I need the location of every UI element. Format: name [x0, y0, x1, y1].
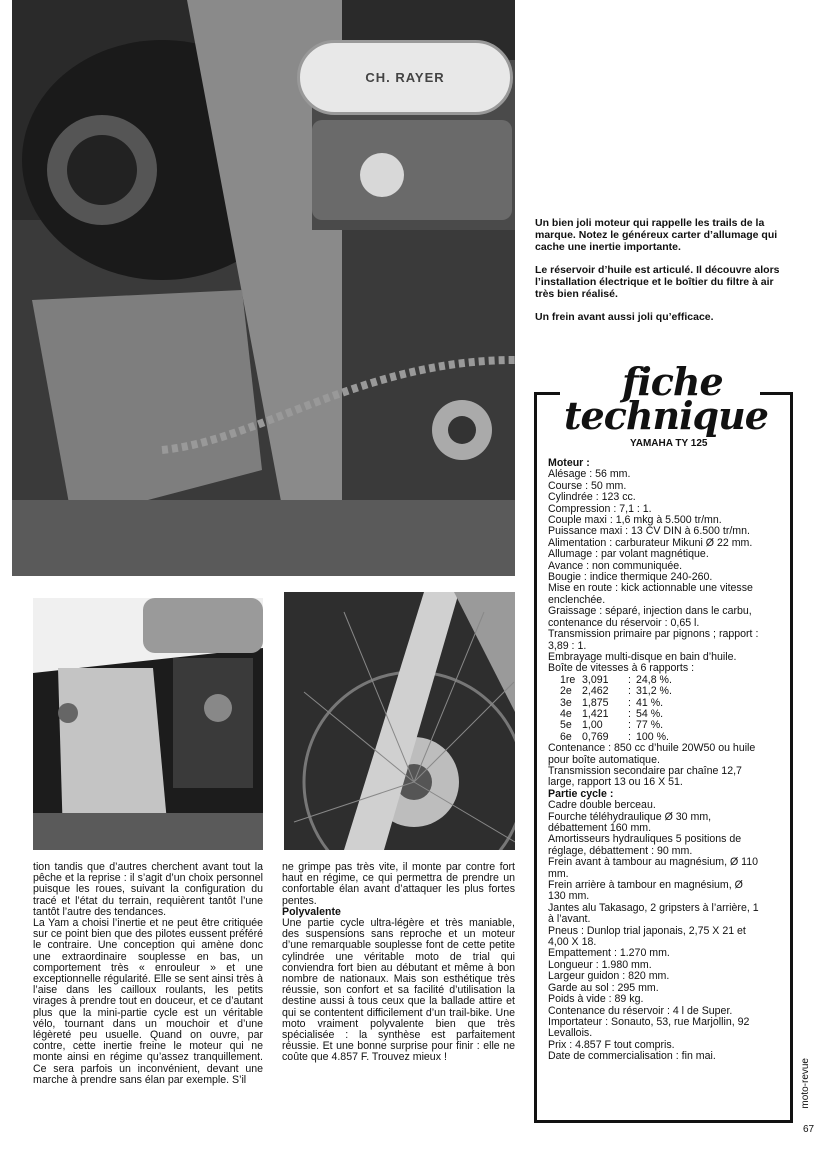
- tank-logo: [297, 40, 513, 115]
- gear-percent: 77 %.: [636, 719, 664, 732]
- spec-line: Mise en route : kick actionnable une vitesse enclenchée.: [548, 582, 753, 606]
- tank-text: CH. RAYER: [365, 70, 445, 85]
- paragraph: La Yam a choisi l’inertie et ne peut être critiquée sur ce point bien que des pilotes eussent préféré le contraire. Une conception qui amène donc une extraordinaire souplesse en bas, un comportement très « enrouleur » et une exceptionnelle régularité. Elle se sent ainsi très à l’aise dans les cailloux roulants, les petits virages à prendre tout en douceur, et ce d’autant plus que la mini-partie cycle est un véritable vélo, tournant dans un mouchoir et d’une légèreté peu usuelle. Quand on ouvre, par contre, cette inertie freine le moteur qui ne monte ainsi en régime qu’assez tranquillement. Ce sera parfois un inconvénient, devant une marche à prendre sans élan par exemple. S’il: [33, 917, 263, 1086]
- spec-line: Course : 50 mm.: [548, 479, 627, 492]
- spec-line: Frein arrière à tambour en magnésium, Ø 130 mm.: [548, 879, 743, 903]
- spec-line: Compression : 7,1 : 1.: [548, 502, 652, 515]
- gear-percent: 100 %.: [636, 730, 669, 743]
- article-column-2: [282, 862, 515, 1064]
- spec-line: Cadre double berceau.: [548, 799, 656, 812]
- gear-ratios: [560, 675, 762, 743]
- gear-ratio: 1,00: [582, 719, 603, 732]
- cycle-lines: [548, 800, 762, 1062]
- moteur-lines: [548, 469, 762, 674]
- title-line-1: fiche: [622, 359, 723, 404]
- spec-line: Embrayage multi-disque en bain d’huile.: [548, 650, 737, 663]
- spec-line: Frein avant à tambour au magnésium, Ø 110 mm.: [548, 856, 759, 880]
- spec-line: Contenance : 850 cc d’huile 20W50 ou huile pour boîte automatique.: [548, 742, 756, 766]
- spec-line: Fourche téléhydraulique Ø 30 mm, débattement 160 mm.: [548, 810, 712, 834]
- spec-line: Transmission secondaire par chaîne 12,7 large, rapport 13 ou 16 X 51.: [548, 764, 742, 789]
- spec-line: Graissage : séparé, injection dans le carbu, contenance du réservoir : 0,65 l.: [548, 605, 752, 629]
- paragraph: ne grimpe pas très vite, il monte par contre fort haut en régime, ce qui permettra de prendre un confortable élan avant d’attaquer les plus fortes pentes.: [282, 861, 515, 907]
- spec-line: Allumage : par volant magnétique.: [548, 548, 709, 561]
- paragraph: tion tandis que d’autres cherchent avant tout la pêche et la reprise : il s’agit d’un choix personnel puisque les roues, suivant la configuration du tracé et l’état du terrain, requièrent tantôt l’une tantôt l’autre des tendances.: [33, 861, 263, 918]
- moteur-lines-2: [548, 743, 762, 789]
- gear-number: 1re: [560, 673, 576, 686]
- gear-number: 5e: [560, 719, 572, 732]
- gear-ratio: 0,769: [582, 730, 609, 743]
- spec-line: Alimentation : carburateur Mikuni Ø 22 mm.: [548, 536, 753, 549]
- caption-oil-tank: Le réservoir d’huile est articulé. Il découvre alors l’installation électrique et le boîtier du filtre à air très bien réalisé.: [535, 264, 780, 300]
- gear-colon: :: [628, 707, 631, 720]
- spec-line: Contenance du réservoir : 4 l de Super.: [548, 1004, 733, 1017]
- moteur-heading: Moteur :: [548, 457, 590, 469]
- title-line-2: technique: [564, 393, 768, 438]
- paragraph: Une partie cycle ultra-légère et très maniable, des suspensions sans reproche et un moteur d’une remarquable souplesse font de cette petite cylindrée une véritable moto de trial qui conviendra fort bien au débutant et même à bon nombre de nationaux. Mais son esthétique très réussie, son confort et sa facilité d’utilisation la destine aussi à tous ceux que la ballade attire et qui se contentent difficilement d’un trail-bike. Une moto vraiment polyvalente bien que très spécialisée : la synthèse est parfaitement réussie. Et une bonne surprise pour finir : elle ne coûte que 4.857 F. Trouvez mieux !: [282, 917, 515, 1064]
- page-number: 67: [803, 1124, 815, 1135]
- spec-line: Empattement : 1.270 mm.: [548, 947, 670, 960]
- spec-line: Puissance maxi : 13 CV DIN à 6.500 tr/mn.: [548, 525, 750, 538]
- gear-row: [560, 686, 762, 697]
- caption-brake: Un frein avant aussi joli qu’efficace.: [535, 311, 714, 323]
- spec-line: Couple maxi : 1,6 mkg à 5.500 tr/mn.: [548, 514, 722, 527]
- spec-line: Importateur : Sonauto, 53, rue Marjollin, 92 Levallois.: [548, 1015, 750, 1040]
- gear-colon: :: [628, 696, 631, 709]
- front-brake-photo: [284, 592, 515, 850]
- gear-ratio: 1,421: [582, 707, 609, 720]
- spec-line: Cylindrée : 123 cc.: [548, 491, 636, 504]
- oil-tank-photo: [33, 598, 263, 850]
- spec-line: Alésage : 56 mm.: [548, 468, 631, 481]
- spec-line: Garde au sol : 295 mm.: [548, 981, 659, 994]
- spec-line: Avance : non communiquée.: [548, 559, 683, 572]
- gear-percent: 24,8 %.: [636, 673, 672, 686]
- gear-ratio: 1,875: [582, 696, 609, 709]
- gear-percent: 31,2 %.: [636, 685, 672, 698]
- spec-list: [548, 458, 762, 1063]
- spec-line: Bougie : indice thermique 240-260.: [548, 571, 713, 584]
- engine-photo: [12, 0, 515, 576]
- gear-ratio: 3,091: [582, 673, 609, 686]
- spec-line: Amortisseurs hydrauliques 5 positions de réglage, débattement : 90 mm.: [548, 833, 742, 857]
- spec-line: Boîte de vitesses à 6 rapports :: [548, 662, 695, 675]
- gear-number: 6e: [560, 730, 572, 743]
- spec-line: Jantes alu Takasago, 2 gripsters à l’arrière, 1 à l’avant.: [548, 901, 759, 926]
- gear-colon: :: [628, 685, 631, 698]
- gear-percent: 54 %.: [636, 707, 664, 720]
- gear-colon: :: [628, 673, 631, 686]
- spec-line: Prix : 4.857 F tout compris.: [548, 1038, 675, 1051]
- gear-ratio: 2,462: [582, 685, 609, 698]
- spec-line: Pneus : Dunlop trial japonais, 2,75 X 21 et 4,00 X 18.: [548, 924, 746, 949]
- model-name: YAMAHA TY 125: [630, 438, 708, 449]
- magazine-name: moto-revue: [800, 1058, 811, 1109]
- spec-line: Date de commercialisation : fin mai.: [548, 1050, 716, 1063]
- spec-line: Longueur : 1.980 mm.: [548, 958, 652, 971]
- gear-number: 3e: [560, 696, 572, 709]
- spec-line: Transmission primaire par pignons ; rapport : 3,89 : 1.: [548, 628, 759, 652]
- subheading: Polyvalente: [282, 905, 341, 918]
- caption-engine: Un bien joli moteur qui rappelle les trails de la marque. Notez le généreux carter d’allumage qui cache une inertie importante.: [535, 217, 778, 253]
- cycle-heading: Partie cycle :: [548, 787, 614, 800]
- gear-number: 4e: [560, 707, 572, 720]
- gear-number: 2e: [560, 685, 572, 698]
- gear-colon: :: [628, 730, 631, 743]
- spec-line: Poids à vide : 89 kg.: [548, 993, 644, 1006]
- gear-colon: :: [628, 719, 631, 732]
- spec-box-title: [560, 359, 768, 438]
- article-column-1: [33, 862, 263, 1086]
- gear-percent: 41 %.: [636, 696, 664, 709]
- photo-captions: [535, 217, 785, 334]
- spec-line: Largeur guidon : 820 mm.: [548, 970, 670, 983]
